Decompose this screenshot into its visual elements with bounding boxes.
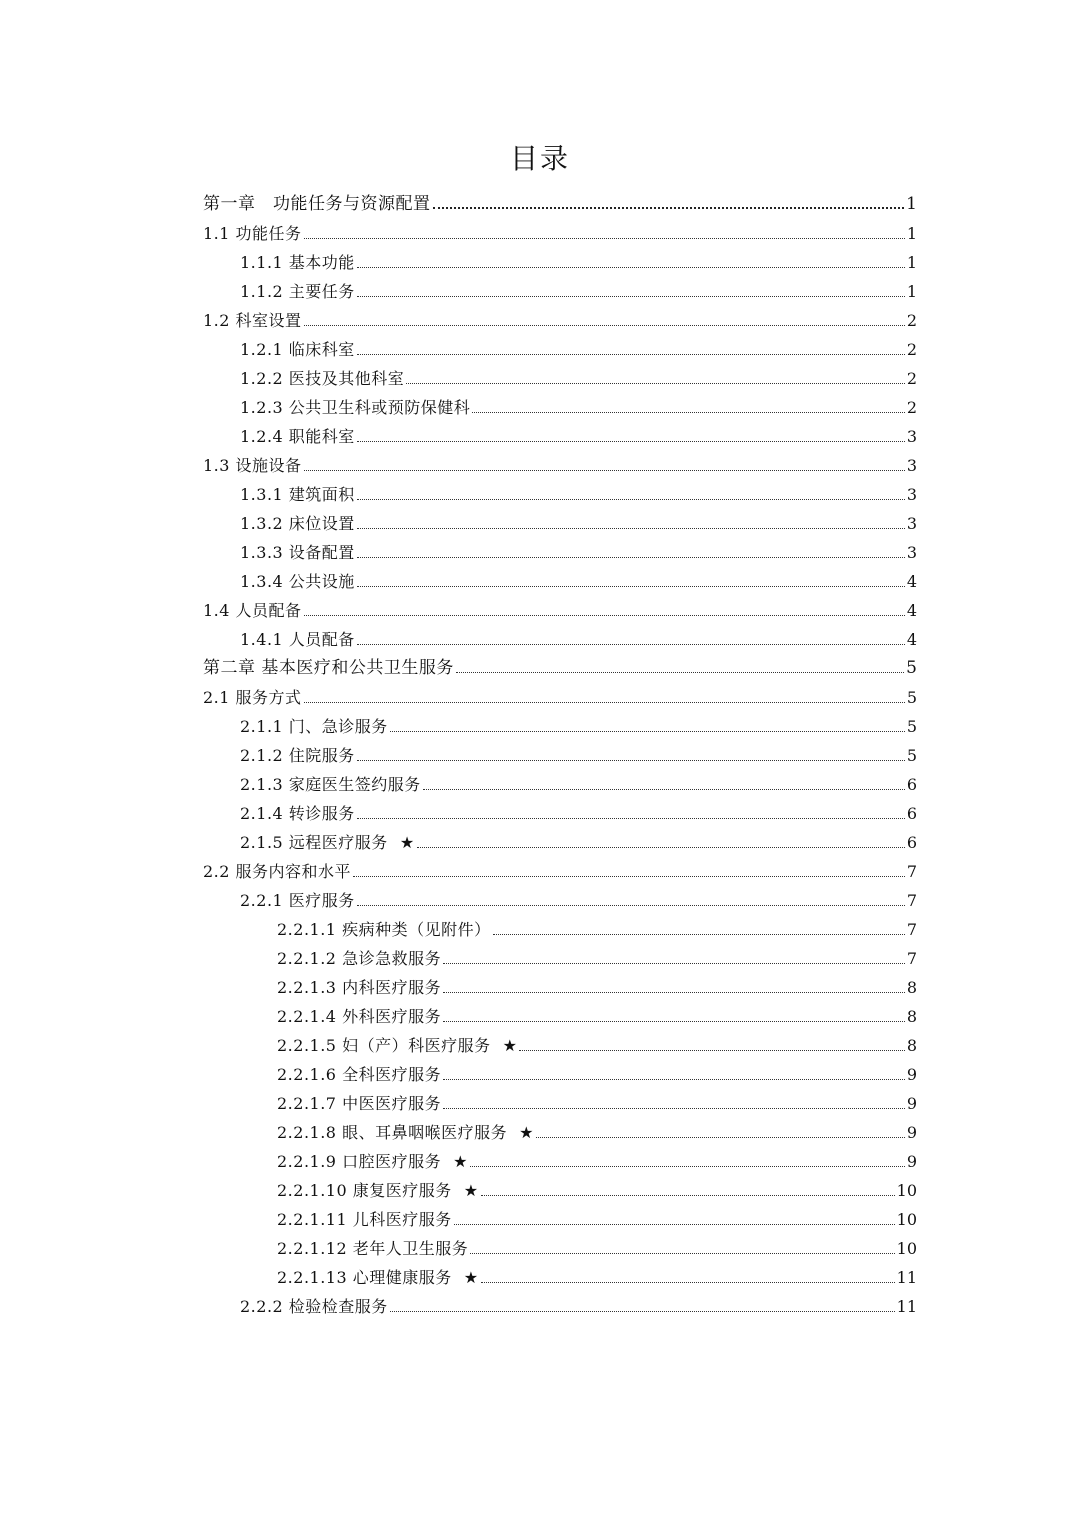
toc-page-number: 9 xyxy=(906,1094,917,1113)
toc-entry[interactable] xyxy=(203,741,917,770)
toc-page-number: 1 xyxy=(906,224,917,243)
toc-entry-label: 第一章 功能任务与资源配置 xyxy=(203,194,431,214)
toc-page-number: 1 xyxy=(906,194,917,214)
toc-entry-text xyxy=(277,1263,479,1292)
toc-dot-leader xyxy=(481,1281,895,1283)
toc-dot-leader xyxy=(470,1252,894,1254)
toc-entry[interactable] xyxy=(203,683,917,712)
toc-chapter-entry[interactable] xyxy=(203,654,917,683)
toc-page-number: 2 xyxy=(906,398,917,417)
toc-dot-leader xyxy=(357,585,905,587)
toc-entry[interactable] xyxy=(203,567,917,596)
toc-entry-text xyxy=(240,1292,388,1321)
toc-entry-label: 2.1.4 转诊服务 xyxy=(240,804,355,823)
toc-entry[interactable] xyxy=(203,770,917,799)
toc-entry-text xyxy=(240,277,355,306)
star-icon: ★ xyxy=(453,1152,468,1171)
toc-page-number: 11 xyxy=(896,1297,917,1316)
star-icon: ★ xyxy=(463,1268,479,1287)
toc-entry-label: 1.2.3 公共卫生科或预防保健科 xyxy=(240,398,471,417)
toc-entry-text xyxy=(203,683,302,712)
toc-entry-label: 2.2.1.4 外科医疗服务 xyxy=(277,1007,442,1026)
toc-entry-text xyxy=(277,1147,468,1176)
toc-entry-label: 1.2 科室设置 xyxy=(203,311,302,330)
star-icon: ★ xyxy=(399,833,415,852)
toc-entry-label: 1.2.4 职能科室 xyxy=(240,427,355,446)
toc-entry[interactable] xyxy=(203,944,917,973)
toc-dot-leader xyxy=(536,1136,905,1138)
toc-entry-text xyxy=(240,770,421,799)
toc-page-number: 2 xyxy=(906,369,917,388)
star-icon: ★ xyxy=(463,1181,479,1200)
toc-entry[interactable] xyxy=(203,219,917,248)
toc-dot-leader xyxy=(443,962,905,964)
toc-dot-leader xyxy=(357,295,905,297)
toc-entry[interactable] xyxy=(203,828,917,857)
toc-dot-leader xyxy=(406,382,905,384)
toc-entry[interactable] xyxy=(203,277,917,306)
toc-page-number: 3 xyxy=(906,427,917,446)
toc-entry[interactable] xyxy=(203,915,917,944)
toc-dot-leader xyxy=(357,266,905,268)
toc-entry[interactable] xyxy=(203,393,917,422)
toc-entry-label: 2.2.1.6 全科医疗服务 xyxy=(277,1065,442,1084)
toc-entry[interactable] xyxy=(203,1089,917,1118)
toc-page-number: 6 xyxy=(906,804,917,823)
toc-entry[interactable] xyxy=(203,596,917,625)
toc-page-number: 3 xyxy=(906,514,917,533)
toc-entry-label: 2.2.1.1 疾病种类（见附件） xyxy=(277,920,491,939)
toc-dot-leader xyxy=(472,411,905,413)
toc-page-number: 5 xyxy=(906,717,917,736)
toc-entry-text xyxy=(240,364,404,393)
toc-chapter-entry[interactable] xyxy=(203,190,917,219)
toc-entry-text xyxy=(240,567,355,596)
toc-entry[interactable] xyxy=(203,306,917,335)
toc-entry-text xyxy=(277,944,441,973)
toc-entry-label: 2.2.1.5 妇（产）科医疗服务 xyxy=(277,1036,491,1055)
toc-page-number: 7 xyxy=(906,949,917,968)
toc-entry[interactable] xyxy=(203,1234,917,1263)
toc-entry-text xyxy=(277,1002,441,1031)
toc-entry-text xyxy=(277,1118,534,1147)
toc-entry-text xyxy=(240,538,355,567)
toc-entry[interactable] xyxy=(203,712,917,741)
toc-title: 目录 xyxy=(509,142,570,175)
toc-page-number: 7 xyxy=(906,862,917,881)
toc-dot-leader xyxy=(470,1165,905,1167)
toc-entry[interactable] xyxy=(203,1060,917,1089)
toc-entry-text xyxy=(203,306,302,335)
star-icon: ★ xyxy=(502,1036,518,1055)
toc-entry-text xyxy=(240,625,355,654)
toc-entry[interactable] xyxy=(203,799,917,828)
toc-dot-leader xyxy=(443,1020,905,1022)
toc-page-number: 4 xyxy=(906,630,917,649)
toc-entry-label: 2.1.1 门、急诊服务 xyxy=(240,717,388,736)
toc-page-number: 9 xyxy=(906,1152,917,1171)
toc-dot-leader xyxy=(304,469,905,471)
toc-dot-leader xyxy=(357,643,905,645)
toc-entry-label: 2.2.1.2 急诊急救服务 xyxy=(277,949,442,968)
toc-entry-label: 2.1 服务方式 xyxy=(203,688,302,707)
toc-entry-label: 2.2.1 医疗服务 xyxy=(240,891,355,910)
toc-dot-leader xyxy=(357,440,905,442)
toc-entry-text xyxy=(203,654,454,683)
toc-page-number: 3 xyxy=(906,485,917,504)
toc-entry[interactable] xyxy=(203,886,917,915)
toc-page-number: 11 xyxy=(896,1268,917,1287)
toc-page-number: 5 xyxy=(906,658,917,678)
toc-entry[interactable] xyxy=(203,422,917,451)
toc-entry-text xyxy=(203,596,302,625)
toc-entry-text xyxy=(203,857,351,886)
toc-dot-leader xyxy=(456,671,904,673)
toc-entry-text xyxy=(277,1205,452,1234)
toc-dot-leader xyxy=(304,324,905,326)
toc-dot-leader xyxy=(443,991,905,993)
toc-dot-leader xyxy=(390,1310,895,1312)
toc-entry-label: 2.1.2 住院服务 xyxy=(240,746,355,765)
toc-dot-leader xyxy=(493,933,905,935)
toc-entry-text xyxy=(277,1234,468,1263)
toc-entry-label: 2.2.2 检验检查服务 xyxy=(240,1297,388,1316)
toc-dot-leader xyxy=(304,237,905,239)
toc-entry-text xyxy=(203,190,431,219)
toc-entry-label: 第二章 基本医疗和公共卫生服务 xyxy=(203,658,454,678)
toc-entry-label: 1.3.1 建筑面积 xyxy=(240,485,355,504)
toc-entry-text xyxy=(277,915,491,944)
toc-page-number: 5 xyxy=(906,746,917,765)
toc-entry-label: 1.4 人员配备 xyxy=(203,601,302,620)
toc-entry-label: 1.2.1 临床科室 xyxy=(240,340,355,359)
toc-entry[interactable] xyxy=(203,1263,917,1292)
toc-dot-leader xyxy=(423,788,905,790)
toc-entry-text xyxy=(277,1031,517,1060)
toc-dot-leader xyxy=(433,206,905,209)
toc-entry[interactable] xyxy=(203,625,917,654)
toc-entry-label: 1.3 设施设备 xyxy=(203,456,302,475)
toc-page-number: 10 xyxy=(896,1210,917,1229)
toc-page-number: 8 xyxy=(906,1036,917,1055)
toc-entry-text xyxy=(240,799,355,828)
star-icon: ★ xyxy=(519,1123,534,1142)
toc-page-number: 5 xyxy=(906,688,917,707)
toc-dot-leader xyxy=(454,1223,895,1225)
toc-page-number: 7 xyxy=(906,920,917,939)
toc-dot-leader xyxy=(357,904,905,906)
toc-dot-leader xyxy=(519,1049,904,1051)
toc-page-number: 10 xyxy=(896,1239,917,1258)
toc-page-number: 9 xyxy=(906,1123,917,1142)
toc-entry-label: 2.2.1.13 心理健康服务 xyxy=(277,1268,452,1287)
toc-entry[interactable] xyxy=(203,480,917,509)
toc-entry-label: 2.1.3 家庭医生签约服务 xyxy=(240,775,421,794)
toc-page-number: 3 xyxy=(906,543,917,562)
toc-entry-label: 2.2.1.12 老年人卫生服务 xyxy=(277,1239,469,1258)
toc-dot-leader xyxy=(357,759,905,761)
toc-entry[interactable] xyxy=(203,1292,917,1321)
toc-entry-label: 1.1.2 主要任务 xyxy=(240,282,355,301)
toc-dot-leader xyxy=(390,730,905,732)
toc-entry[interactable] xyxy=(203,857,917,886)
toc-entry[interactable] xyxy=(203,248,917,277)
toc-dot-leader xyxy=(357,527,905,529)
toc-entry-text xyxy=(277,1089,441,1118)
toc-entry-text xyxy=(240,393,470,422)
toc-entry-text xyxy=(240,248,355,277)
toc-entry[interactable] xyxy=(203,1002,917,1031)
toc-entry-text xyxy=(277,1176,479,1205)
toc-dot-leader xyxy=(417,846,905,848)
toc-dot-leader xyxy=(443,1107,905,1109)
toc-entry-label: 2.2.1.7 中医医疗服务 xyxy=(277,1094,442,1113)
toc-entry-text xyxy=(277,973,441,1002)
toc-dot-leader xyxy=(357,817,905,819)
toc-dot-leader xyxy=(353,875,905,877)
toc-entry[interactable] xyxy=(203,335,917,364)
toc-entry[interactable] xyxy=(203,1031,917,1060)
toc-page-number: 7 xyxy=(906,891,917,910)
toc-page-number: 4 xyxy=(906,572,917,591)
toc-page-number: 4 xyxy=(906,601,917,620)
toc-entry-label: 2.2 服务内容和水平 xyxy=(203,862,352,881)
toc-entry[interactable] xyxy=(203,451,917,480)
toc-dot-leader xyxy=(357,353,905,355)
toc-dot-leader xyxy=(304,701,905,703)
toc-page-number: 1 xyxy=(906,253,917,272)
toc-entry-text xyxy=(240,422,355,451)
toc-entry-label: 2.2.1.10 康复医疗服务 xyxy=(277,1181,452,1200)
toc-page-number: 6 xyxy=(906,775,917,794)
toc-entry-text xyxy=(203,219,302,248)
toc-entry-label: 1.1 功能任务 xyxy=(203,224,302,243)
toc-entry[interactable] xyxy=(203,1176,917,1205)
toc-entry-label: 1.1.1 基本功能 xyxy=(240,253,355,272)
toc-list xyxy=(203,190,917,1321)
toc-entry-text xyxy=(240,886,355,915)
toc-dot-leader xyxy=(357,556,905,558)
toc-page-number: 10 xyxy=(896,1181,917,1200)
toc-entry-text xyxy=(277,1060,441,1089)
toc-entry-label: 1.4.1 人员配备 xyxy=(240,630,355,649)
toc-entry[interactable] xyxy=(203,1147,917,1176)
toc-entry[interactable] xyxy=(203,364,917,393)
toc-page-number: 2 xyxy=(906,340,917,359)
toc-entry-text xyxy=(240,828,415,857)
toc-page-number: 6 xyxy=(906,833,917,852)
toc-dot-leader xyxy=(357,498,905,500)
toc-dot-leader xyxy=(481,1194,895,1196)
toc-entry-label: 1.2.2 医技及其他科室 xyxy=(240,369,405,388)
toc-page-number: 3 xyxy=(906,456,917,475)
toc-entry-label: 2.2.1.8 眼、耳鼻咽喉医疗服务 xyxy=(277,1123,508,1142)
toc-entry-label: 2.1.5 远程医疗服务 xyxy=(240,833,388,852)
toc-entry-text xyxy=(240,335,355,364)
toc-entry-label: 2.2.1.11 儿科医疗服务 xyxy=(277,1210,452,1229)
toc-entry-text xyxy=(240,741,355,770)
toc-entry[interactable] xyxy=(203,509,917,538)
toc-entry-text xyxy=(240,712,388,741)
toc-entry-label: 2.2.1.9 口腔医疗服务 xyxy=(277,1152,442,1171)
toc-entry[interactable] xyxy=(203,973,917,1002)
toc-page-number: 8 xyxy=(906,1007,917,1026)
toc-dot-leader xyxy=(443,1078,905,1080)
toc-page-number: 8 xyxy=(906,978,917,997)
toc-entry[interactable] xyxy=(203,1205,917,1234)
toc-entry-label: 2.2.1.3 内科医疗服务 xyxy=(277,978,442,997)
toc-entry-text xyxy=(240,480,355,509)
toc-dot-leader xyxy=(304,614,905,616)
toc-entry-label: 1.3.4 公共设施 xyxy=(240,572,355,591)
toc-entry[interactable] xyxy=(203,538,917,567)
toc-entry-label: 1.3.2 床位设置 xyxy=(240,514,355,533)
toc-entry[interactable] xyxy=(203,1118,917,1147)
toc-entry-text xyxy=(203,451,302,480)
toc-page-number: 9 xyxy=(906,1065,917,1084)
toc-page-number: 2 xyxy=(906,311,917,330)
toc-entry-text xyxy=(240,509,355,538)
toc-entry-label: 1.3.3 设备配置 xyxy=(240,543,355,562)
toc-page-number: 1 xyxy=(906,282,917,301)
